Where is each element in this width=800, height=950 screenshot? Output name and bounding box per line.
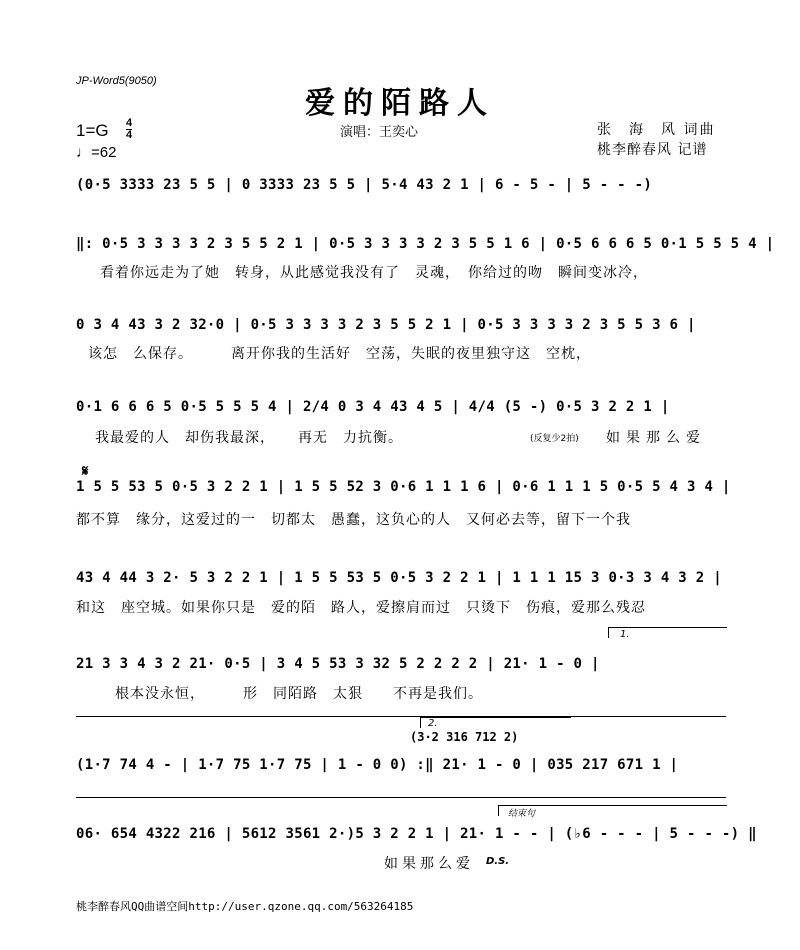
score-row-4-lyrics-tail: 如果那么爱 (606, 430, 706, 446)
time-signature (126, 118, 132, 141)
section-divider-2 (76, 797, 726, 798)
singer-credit: 演唱：王奕心 (340, 125, 419, 140)
ending-label: 结束句 (508, 809, 536, 819)
alternate-notes: (3·2 316 712 2) (410, 730, 519, 744)
score-row-6-notes: 43 4 44 3 2· 5 3 2 2 1 | 1 5 5 53 5 0·5 3 2 2 1 | 1 1 1 15 3 0·3 3 4 3 2 | (76, 570, 722, 586)
score-row-4-notes: 0·1 6 6 6 5 0·5 5 5 5 4 | 2/4 0 3 4 43 4 5 | 4/4 (5 -) 0·5 3 2 2 1 | (76, 399, 670, 415)
key-signature: 1=G (76, 121, 109, 140)
volta-bracket-2 (420, 717, 571, 728)
tempo-marking: ♩=62 (76, 144, 117, 161)
segno-sign: 𝄋 (82, 462, 89, 480)
volta-1-label: 1. (620, 629, 630, 640)
ds-marking: D.S. (486, 856, 510, 867)
score-row-5-notes: 1 5 5 53 5 0·5 3 2 2 1 | 1 5 5 52 3 0·6 1 1 1 6 | 0·6 1 1 1 5 0·5 5 4 3 4 | (76, 479, 731, 495)
section-divider-1 (76, 716, 726, 717)
score-row-2-lyrics: 看着你远走为了她 转身，从此感觉我没有了 灵魂， 你给过的吻 瞬间变冰冷， (100, 265, 648, 281)
score-row-2-notes: ‖: 0·5 3 3 3 3 2 3 5 5 2 1 | 0·5 3 3 3 3 2 3 5 5 1 6 | 0·5 6 6 6 5 0·1 5 5 5 4 | (76, 236, 775, 252)
score-row-4-lyrics: 我最爱的人 却伤我最深， 再无 力抗衡。 (80, 430, 403, 446)
score-row-3-notes: 0 3 4 43 3 2 32·0 | 0·5 3 3 3 3 2 3 5 5 2 1 | 0·5 3 3 3 3 2 3 5 5 3 6 | (76, 317, 696, 333)
score-row-8-notes: (1·7 74 4 - | 1·7 75 1·7 75 | 1 - 0 0) :‖ 21· 1 - 0 | 035 217 671 1 | (76, 757, 679, 773)
software-label: JP-Word5(9050) (76, 75, 157, 87)
volta-2-label: 2. (428, 718, 438, 729)
score-row-7-notes: 21 3 3 4 3 2 21· 0·5 | 3 4 5 53 3 32 5 2 2 2 2 | 21· 1 - 0 | (76, 656, 600, 672)
footer-credit: 桃李醉春风QQ曲谱空间http://user.qzone.qq.com/563264185 (76, 900, 414, 913)
transcriber-credit: 桃李醉春风 记谱 (597, 142, 708, 158)
song-title: 爱的陌路人 (305, 86, 495, 121)
score-row-6-lyrics: 和这 座空城。如果你只是 爱的陌 路人，爱擦肩而过 只烫下 伤痕，爱那么残忍 (76, 600, 646, 616)
time-signature-top: 4 (126, 117, 133, 129)
score-row-9-notes: 06· 654 4322 216 | 5612 3561 2·)5 3 2 2 1 | 21· 1 - - | (♭6 - - - | 5 - - -) ‖ (76, 826, 757, 842)
time-signature-bottom: 4 (126, 129, 133, 141)
score-row-3-lyrics: 该怎 么保存。 离开你我的生活好 空荡，失眠的夜里独守这 空枕， (88, 346, 591, 362)
repeat-note: (反复少2拍) (530, 434, 579, 444)
composer-credit: 张 海 风 词曲 (597, 122, 716, 138)
score-row-9-lyrics: 如果那么爱 (384, 856, 474, 872)
score-row-1-notes: (0·5 3333 23 5 5 | 0 3333 23 5 5 | 5·4 43 2 1 | 6 - 5 - | 5 - - -) (76, 177, 653, 193)
score-row-5-lyrics: 都不算 缘分，这爱过的一 切都太 愚蠢，这负心的人 又何必去等，留下一个我 (76, 512, 631, 528)
score-row-7-lyrics: 根本没永恒， 形 同陌路 太狠 不再是我们。 (100, 686, 483, 702)
